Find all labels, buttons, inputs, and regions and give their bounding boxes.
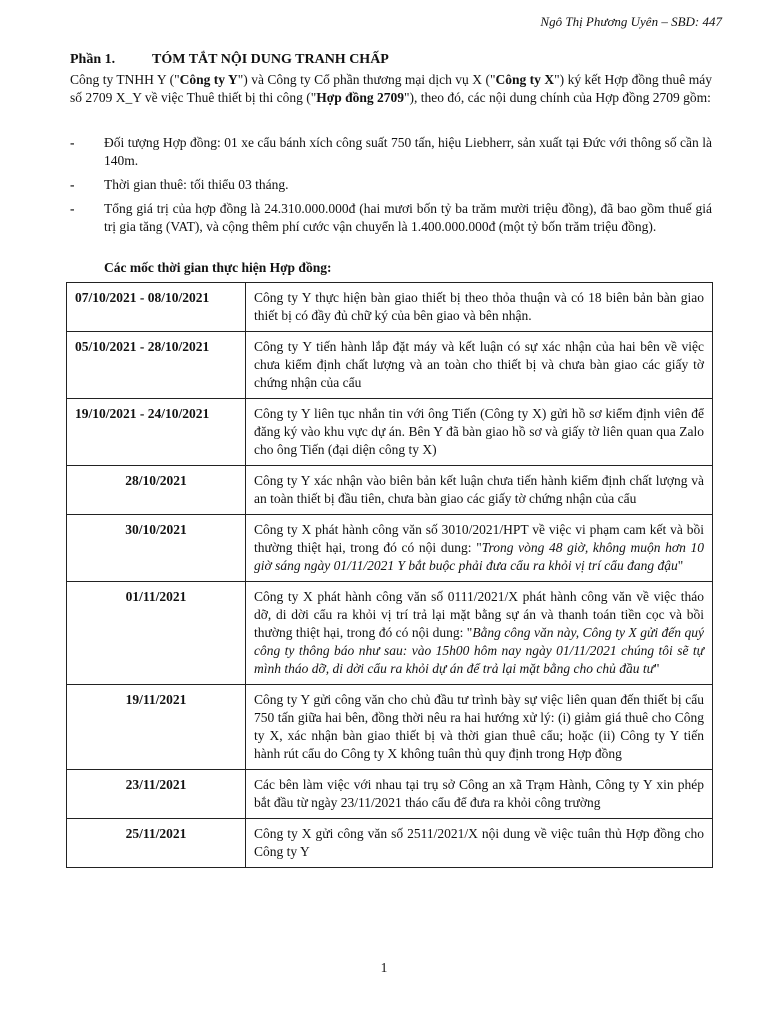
description-text: " — [653, 661, 660, 676]
description-text: Công ty Y xác nhận vào biên bản kết luận chưa tiến hành kiểm định chất lượng và an toàn thiết bị đầu tiên, chưa bàn giao các giấy tờ chứng nhận của cẩu — [254, 473, 704, 506]
row-description — [246, 819, 713, 868]
intro-text: ") và Công ty Cổ phần thương mại dịch vụ X (" — [237, 72, 496, 87]
timeline-table — [66, 282, 713, 868]
row-date: 28/10/2021 — [67, 466, 246, 515]
bullet-item — [70, 134, 712, 170]
row-date: 30/10/2021 — [67, 515, 246, 582]
description-text: Công ty Y tiến hành lắp đặt máy và kết luận có sự xác nhận của hai bên về việc chưa kiểm định chất lượng và an toàn cho thiết bị và chưa bàn giao các giấy tờ chứng nhận của cẩu — [254, 339, 704, 390]
table-row — [67, 685, 713, 770]
table-row — [67, 283, 713, 332]
bullet-item — [70, 176, 712, 194]
row-description — [246, 283, 713, 332]
table-row — [67, 332, 713, 399]
row-date: 05/10/2021 - 28/10/2021 — [67, 332, 246, 399]
row-date: 19/11/2021 — [67, 685, 246, 770]
row-description — [246, 399, 713, 466]
description-text: Công ty X gửi công văn số 2511/2021/X nội dung về việc tuân thủ Hợp đồng cho Công ty Y — [254, 826, 704, 859]
bullet-dash-icon: - — [70, 177, 75, 192]
table-row — [67, 770, 713, 819]
page-header: Ngô Thị Phương Uyên – SBD: 447 — [540, 14, 722, 29]
row-description — [246, 685, 713, 770]
bullet-dash-icon: - — [70, 201, 75, 216]
table-row — [67, 582, 713, 685]
table-row — [67, 399, 713, 466]
row-date: 23/11/2021 — [67, 770, 246, 819]
row-description — [246, 515, 713, 582]
row-date: 25/11/2021 — [67, 819, 246, 868]
row-description — [246, 770, 713, 819]
page-number: 1 — [380, 960, 388, 975]
quoted-text: Bằng công văn này, Công ty X gửi đến quý công ty thông báo như sau: vào 15h00 hôm nay ngày 01/11/2021 chúng tôi sẽ tự mình tháo dỡ, di dời cẩu ra khỏi dự án để trả lại mặt bằng cho chủ đầu tư — [254, 625, 704, 676]
row-date: 19/10/2021 - 24/10/2021 — [67, 399, 246, 466]
table-row — [67, 819, 713, 868]
row-date: 07/10/2021 - 08/10/2021 — [67, 283, 246, 332]
bullet-item — [70, 200, 712, 236]
section-title: TÓM TẮT NỘI DUNG TRANH CHẤP — [152, 52, 389, 67]
description-text: Các bên làm việc với nhau tại trụ sở Công an xã Trạm Hành, Công ty Y xin phép bắt đầu từ ngày 23/11/2021 tháo cẩu để đưa ra khỏi công trường — [254, 777, 704, 810]
description-text: Công ty Y gửi công văn cho chủ đầu tư trình bày sự việc liên quan đến thiết bị cẩu 750 tấn giữa hai bên, đồng thời nêu ra hai hướng xử lý: (i) giảm giá thuê cho Công ty X, xác nhận bàn giao thiết bị và thời gian thuê cẩu; hoặc (ii) Công ty Y tiến hành rút cẩu do Công ty X không tuân thủ quy định trong Hợp đồng — [254, 692, 704, 761]
bullet-text: Tổng giá trị của hợp đồng là 24.310.000.000đ (hai mươi bốn tỷ ba trăm mười triệu đồng), đã bao gồm thuế giá trị gia tăng (VAT), và cộng thêm phí cước vận chuyển là 1.400.000.000đ (một tỷ bốn trăm triệu đồng). — [104, 201, 712, 234]
bullet-list — [70, 134, 712, 242]
defined-term: Công ty Y — [179, 72, 238, 87]
description-text: " — [677, 558, 684, 573]
section-number: Phần 1. — [70, 52, 116, 67]
timeline-heading: Các mốc thời gian thực hiện Hợp đồng: — [104, 260, 332, 275]
row-date: 01/11/2021 — [67, 582, 246, 685]
intro-text: ") ký kết Hợp đồng thuê máy số 2709 X_Y về việc Thuê thiết bị thi công (" — [70, 72, 712, 105]
defined-term: Công ty X — [495, 72, 555, 87]
description-text: Công ty Y thực hiện bàn giao thiết bị theo thỏa thuận và có 18 biên bản bàn giao thiết bị có đầy đủ chữ ký của bên giao và bên nhận. — [254, 290, 704, 323]
intro-text: Công ty TNHH Y (" — [70, 72, 180, 87]
section-heading — [70, 52, 389, 68]
table-row — [67, 466, 713, 515]
bullet-dash-icon: - — [70, 135, 75, 150]
defined-term: Hợp đồng 2709 — [316, 90, 404, 105]
row-description — [246, 466, 713, 515]
description-text: Công ty Y liên tục nhắn tin với ông Tiến (Công ty X) gửi hồ sơ kiểm định viên để đăng ký vào khu vực dự án. Bên Y đã bàn giao hồ sơ và giấy tờ liên quan qua Zalo cho ông Tiến (đại diện công ty X) — [254, 406, 704, 457]
bullet-text: Thời gian thuê: tối thiểu 03 tháng. — [104, 177, 289, 192]
description-text: Công ty X phát hành công văn số 3010/2021/HPT về việc vi phạm cam kết và bồi thường thiệt hại, trong đó có nội dung: " — [254, 522, 704, 555]
description-text: Công ty X phát hành công văn số 0111/2021/X phát hành công văn về việc tháo dỡ, di dời cẩu ra khỏi vị trí trả lại mặt bằng sự án và thanh toán tiền cọc và bồi thường thiệt hại, trong đó có nội dung: " — [254, 589, 704, 640]
row-description — [246, 332, 713, 399]
intro-paragraph — [70, 71, 712, 107]
row-description — [246, 582, 713, 685]
bullet-text: Đối tượng Hợp đồng: 01 xe cẩu bánh xích công suất 750 tấn, hiệu Liebherr, sản xuất tại Đức với thông số cần là 140m. — [104, 135, 712, 168]
intro-text: "), theo đó, các nội dung chính của Hợp đồng 2709 gồm: — [403, 90, 711, 105]
table-row — [67, 515, 713, 582]
quoted-text: Trong vòng 48 giờ, không muộn hơn 10 giờ sáng ngày 01/11/2021 Y bắt buộc phải đưa cẩu ra khỏi vị trí cẩu đang đậu — [254, 540, 704, 573]
